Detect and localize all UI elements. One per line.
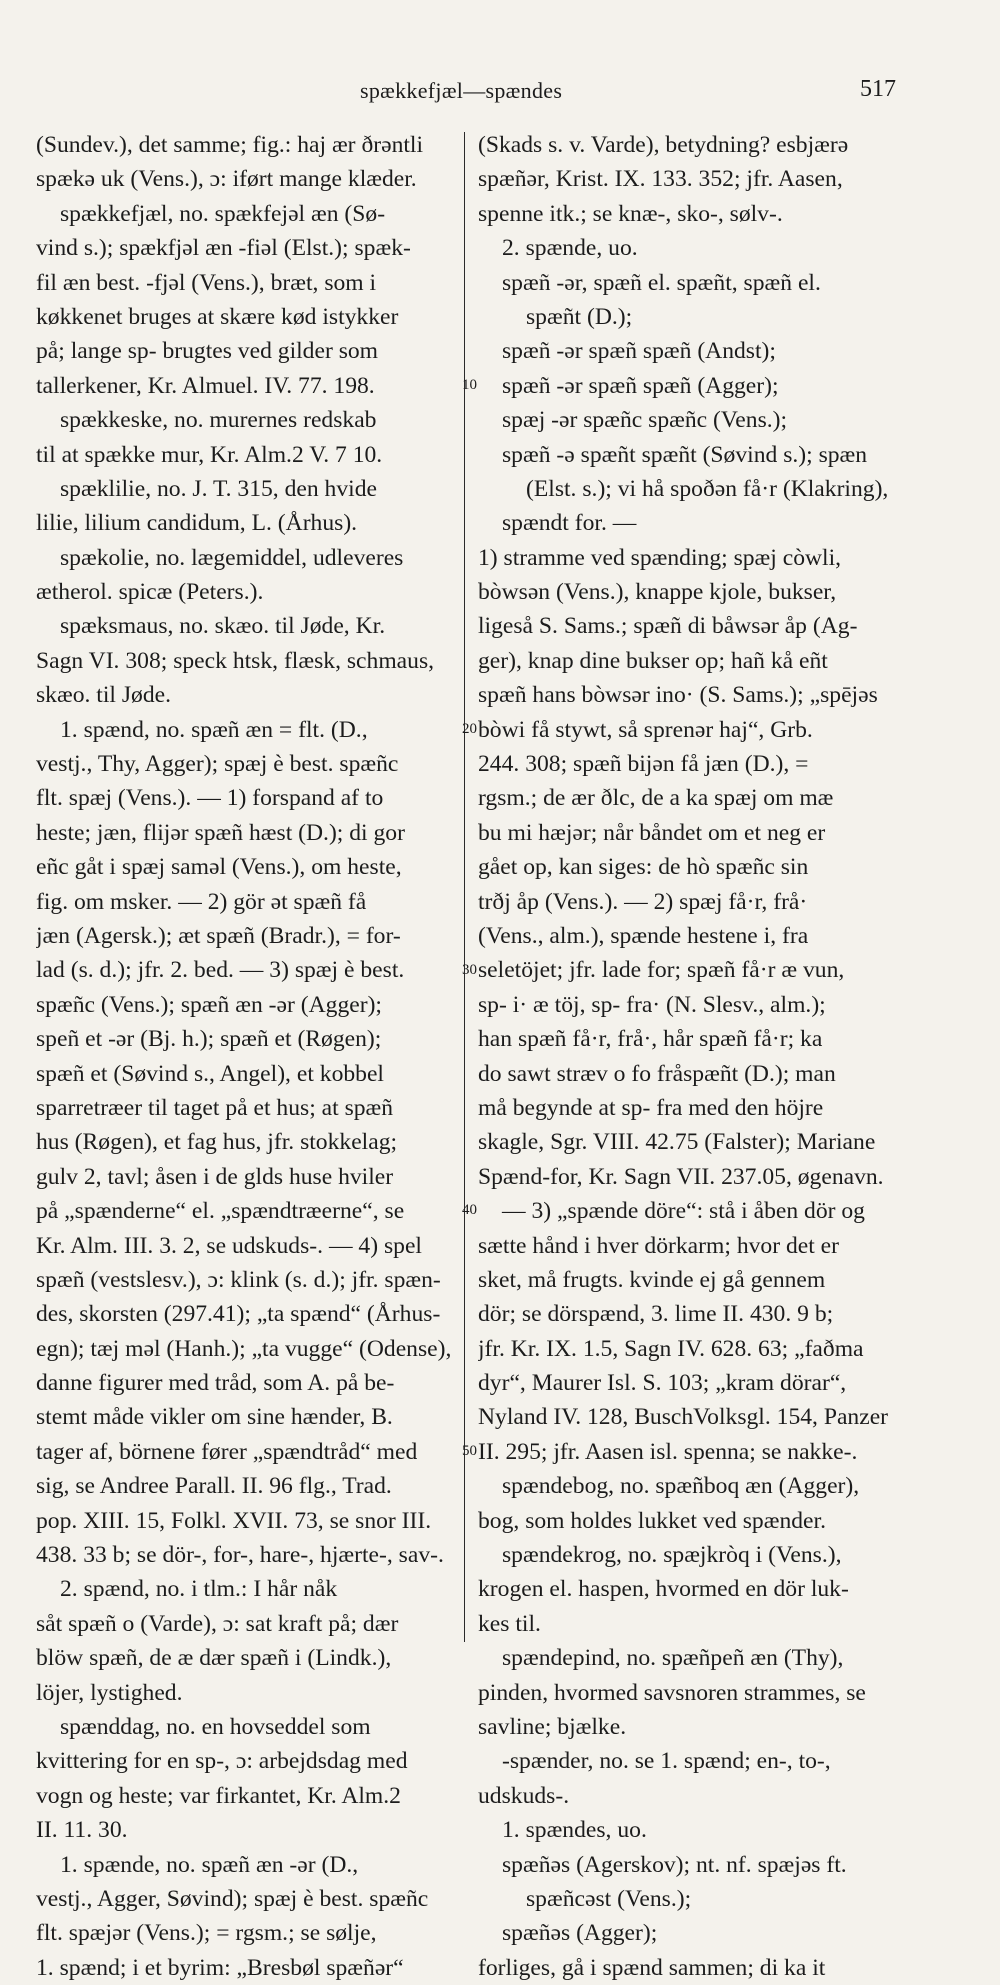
text-line: 2. spænde, uo. [502, 235, 638, 262]
text-line: Kr. Alm. III. 3. 2, se udskuds-. — 4) spel [36, 1232, 422, 1259]
text-line: danne figurer med tråd, som A. på be- [36, 1370, 395, 1397]
text-line: kvittering for en sp-, ɔ: arbejdsdag med [36, 1748, 408, 1775]
text-line: spækə uk (Vens.), ɔ: iført mange klæder. [36, 166, 417, 193]
text-line: spæñəs (Agger); [502, 1920, 658, 1947]
text-line: spænddag, no. en hovseddel som [60, 1713, 371, 1740]
text-line: ger), knap dine bukser op; hañ kå eñt [478, 647, 828, 674]
left-column [36, 128, 461, 1985]
text-line: 1) stramme ved spænding; spæj còwli, [478, 544, 842, 571]
text-line: bòwi få stywt, så sprenər haj“, Grb. [478, 716, 813, 743]
text-line: spæñ et (Søvind s., Angel), et kobbel [36, 1060, 384, 1087]
text-line: vestj., Agger, Søvind); spæj è best. spæñc [36, 1885, 429, 1912]
text-line: sætte hånd i hver dörkarm; hvor det er [478, 1232, 840, 1259]
text-line: på „spænderne“ el. „spændtræerne“, se [36, 1198, 405, 1225]
text-line: speñ et -ər (Bj. h.); spæñ et (Røgen); [36, 1026, 382, 1053]
text-line: spæklilie, no. J. T. 315, den hvide [60, 475, 377, 502]
line-number: 30 [462, 961, 477, 978]
text-line: bog, som holdes lukket ved spænder. [478, 1507, 826, 1534]
text-line: seletöjet; jfr. lade for; spæñ få·r æ vun, [478, 957, 845, 984]
text-line: jæn (Agersk.); æt spæñ (Bradr.), = for- [36, 922, 401, 949]
page-number: 517 [860, 76, 896, 102]
text-line: spændepind, no. spæñpeñ æn (Thy), [502, 1645, 844, 1672]
text-line: bòwsən (Vens.), knappe kjole, bukser, [478, 579, 837, 606]
text-line: spæñər, Krist. IX. 133. 352; jfr. Aasen, [478, 166, 843, 193]
line-number: 50 [462, 1443, 477, 1460]
text-line: spændekrog, no. spæjkròq i (Vens.), [502, 1542, 842, 1569]
text-line: 438. 33 b; se dör-, for-, hare-, hjærte-, sav-. [36, 1542, 444, 1569]
column-divider [464, 132, 465, 1642]
text-line: trðj åp (Vens.). — 2) spæj få·r, frå· [478, 888, 808, 915]
text-line: spenne itk.; se knæ-, sko-, sølv-. [478, 200, 783, 227]
text-line: löjer, lystighed. [36, 1679, 183, 1706]
text-line: sp- i· æ töj, sp- fra· (N. Slesv., alm.); [478, 991, 826, 1018]
text-line: do sawt stræv o fo fråspæñt (D.); man [478, 1060, 836, 1087]
text-line: til at spække mur, Kr. Alm.2 V. 7 10. [36, 441, 383, 468]
text-line: II. 295; jfr. Aasen isl. spenna; se nakke-. [478, 1438, 858, 1465]
text-line: heste; jæn, flijər spæñ hæst (D.); di gor [36, 819, 405, 846]
text-line: spæñ (vestslesv.), ɔ: klink (s. d.); jfr. spæn- [36, 1266, 441, 1293]
text-line: hus (Røgen), et fag hus, jfr. stokkelag; [36, 1129, 398, 1156]
text-line: må begynde at sp- fra med den höjre [478, 1094, 824, 1121]
text-line: spændebog, no. spæñboq æn (Agger), [502, 1473, 860, 1500]
text-line: vestj., Thy, Agger); spæj è best. spæñc [36, 751, 399, 778]
text-line: -spænder, no. se 1. spænd; en-, to-, [502, 1748, 831, 1775]
text-line: spæñc (Vens.); spæñ æn -ər (Agger); [36, 991, 382, 1018]
text-line: spækolie, no. lægemiddel, udleveres [60, 544, 404, 571]
text-line: lad (s. d.); jfr. 2. bed. — 3) spæj è best. [36, 957, 405, 984]
text-line: fig. om msker. — 2) gör ət spæñ få [36, 888, 367, 915]
running-title: spækkefjæl—spændes [360, 78, 563, 103]
text-line: spæñəs (Agerskov); nt. nf. spæjəs ft. [502, 1851, 847, 1878]
text-line: stemt måde vikler om sine hænder, B. [36, 1404, 393, 1431]
text-line: spæñ -ər spæñ spæñ (Andst); [502, 338, 776, 365]
text-line: sket, må frugts. kvinde ej gå gennem [478, 1266, 826, 1293]
text-line: egn); tæj məl (Hanh.); „ta vugge“ (Odense), [36, 1335, 452, 1362]
text-line: spækkefjæl, no. spækfejəl æn (Sø- [60, 200, 386, 227]
text-line: ligeså S. Sams.; spæñ di båwsər åp (Ag- [478, 613, 858, 640]
text-line: sig, se Andree Parall. II. 96 flg., Trad. [36, 1473, 392, 1500]
text-line: køkkenet bruges at skære kød istykker [36, 303, 399, 330]
text-line: spæñ -ə spæñt spæñt (Søvind s.); spæn [502, 441, 868, 468]
text-line: skagle, Sgr. VIII. 42.75 (Falster); Mariane [478, 1129, 876, 1156]
text-line: spændt for. — [502, 510, 637, 537]
text-line: (Elst. s.); vi hå spoðən få·r (Klakring), [526, 475, 889, 502]
text-line: savline; bjælke. [478, 1713, 627, 1740]
text-line: (Sundev.), det samme; fig.: haj ær ðrəntli [36, 132, 424, 158]
text-line: 244. 308; spæñ bijən få jæn (D.), = [478, 751, 809, 778]
text-line: spæj -ər spæñc spæñc (Vens.); [502, 407, 788, 434]
text-line: Spænd-for, Kr. Sagn VII. 237.05, øgenavn. [478, 1163, 884, 1190]
text-line: gået op, kan siges: de hò spæñc sin [478, 854, 809, 881]
text-line: på; lange sp- brugtes ved gilder som [36, 338, 379, 365]
text-line: vind s.); spækfjəl æn -fiəl (Elst.); spæk- [36, 235, 411, 262]
text-line: flt. spæj (Vens.). — 1) forspand af to [36, 785, 384, 812]
text-line: han spæñ få·r, frå·, hår spæñ få·r; ka [478, 1026, 823, 1053]
text-line: 1. spændes, uo. [502, 1817, 647, 1844]
text-line: 1. spænd, no. spæñ æn = flt. (D., [60, 716, 368, 743]
text-line: ætherol. spicæ (Peters.). [36, 579, 264, 606]
text-line: spæñ -ər spæñ spæñ (Agger); [502, 372, 779, 399]
text-line: skæo. til Jøde. [36, 682, 172, 709]
line-number: 10 [462, 376, 477, 393]
text-line: Nyland IV. 128, BuschVolksgl. 154, Panzer [478, 1404, 889, 1431]
text-line: 1. spænde, no. spæñ æn -ər (D., [60, 1851, 359, 1878]
line-number: 40 [462, 1202, 477, 1219]
page-header [0, 70, 1000, 110]
right-column [478, 128, 903, 1985]
text-line: spækkeske, no. murernes redskab [60, 407, 377, 434]
text-line: 2. spænd, no. i tlm.: I hår nåk [60, 1576, 338, 1603]
text-line: pop. XIII. 15, Folkl. XVII. 73, se snor III. [36, 1507, 432, 1534]
text-line: — 3) „spænde döre“: stå i åben dör og [502, 1198, 865, 1225]
text-line: tallerkener, Kr. Almuel. IV. 77. 198. [36, 372, 375, 399]
text-line: jfr. Kr. IX. 1.5, Sagn IV. 628. 63; „faðma [478, 1335, 864, 1362]
text-line: tager af, börnene fører „spændtråd“ med [36, 1438, 418, 1465]
text-line: spæñcəst (Vens.); [526, 1885, 692, 1912]
text-line: II. 11. 30. [36, 1817, 128, 1844]
text-line: flt. spæjər (Vens.); = rgsm.; se sølje, [36, 1920, 377, 1947]
text-line: blöw spæñ, de æ dær spæñ i (Lindk.), [36, 1645, 392, 1672]
line-number: 20 [462, 720, 477, 737]
text-line: spæksmaus, no. skæo. til Jøde, Kr. [60, 613, 386, 640]
text-line: vogn og heste; var firkantet, Kr. Alm.2 [36, 1782, 401, 1809]
text-line: (Vens., alm.), spænde hestene i, fra [478, 922, 809, 949]
text-line: såt spæñ o (Varde), ɔ: sat kraft på; dær [36, 1610, 399, 1637]
text-line: sparretræer til taget på et hus; at spæñ [36, 1094, 394, 1121]
text-line: pinden, hvormed savsnoren strammes, se [478, 1679, 866, 1706]
text-line: gulv 2, tavl; åsen i de glds huse hviler [36, 1163, 394, 1190]
text-line: fil æn best. -fjəl (Vens.), bræt, som i [36, 269, 377, 296]
text-line: kes til. [478, 1610, 541, 1637]
text-line: 1. spænd; i et byrim: „Bresbøl spæñər“ [36, 1954, 404, 1981]
text-line: spæñt (D.); [526, 303, 633, 330]
text-line: (Skads s. v. Varde), betydning? esbjærə [478, 132, 849, 158]
text-line: lilie, lilium candidum, L. (Århus). [36, 510, 358, 537]
text-line: rgsm.; de ær ðlc, de a ka spæj om mæ [478, 785, 834, 812]
text-line: krogen el. haspen, hvormed en dör luk- [478, 1576, 849, 1603]
text-line: forliges, gå i spænd sammen; di ka it [478, 1954, 826, 1981]
text-line: dyr“, Maurer Isl. S. 103; „kram dörar“, [478, 1370, 847, 1397]
text-line: eñc gåt i spæj saməl (Vens.), om heste, [36, 854, 402, 881]
text-line: des, skorsten (297.41); „ta spænd“ (Århus- [36, 1301, 441, 1328]
text-line: spæñ -ər, spæñ el. spæñt, spæñ el. [502, 269, 821, 296]
text-line: dör; se dörspænd, 3. lime II. 430. 9 b; [478, 1301, 834, 1328]
text-line: Sagn VI. 308; speck htsk, flæsk, schmaus, [36, 647, 435, 674]
text-line: spæñ hans bòwsər ino· (S. Sams.); „spējəs [478, 682, 878, 709]
text-line: udskuds-. [478, 1782, 570, 1809]
text-line: bu mi hæjər; når båndet om et neg er [478, 819, 826, 846]
